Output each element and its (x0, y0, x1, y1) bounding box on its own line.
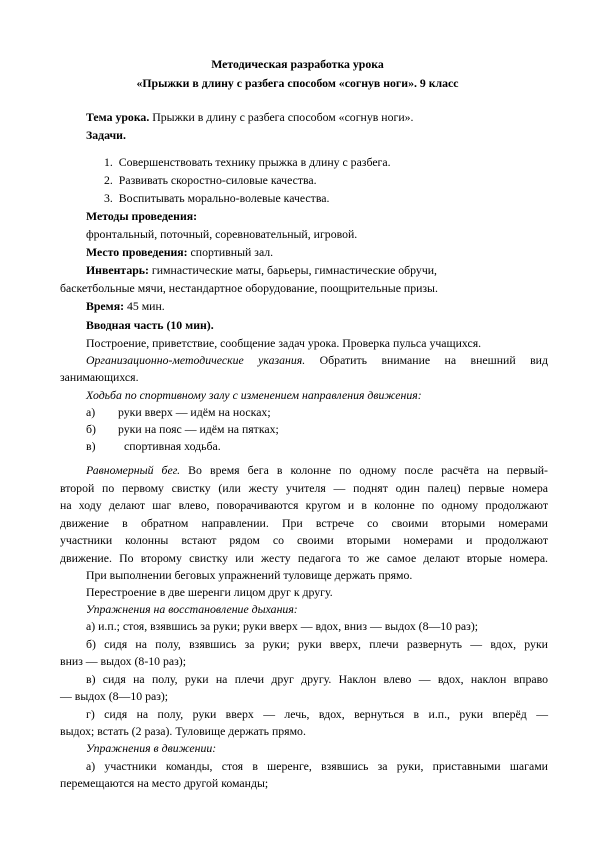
breath-item-b-cont: вниз — выдох (8-10 раз); (60, 654, 187, 668)
inventory-label: Инвентарь: (86, 263, 149, 277)
intro-label: Вводная часть (10 мин). (86, 318, 214, 332)
doc-title-line1: Методическая разработка урока (211, 57, 384, 71)
walk-item (86, 404, 271, 420)
move-item-a-cont: перемещаются на место другой команды; (60, 776, 269, 790)
intro-text: Построение, приветствие, сообщение задач урока. Проверка пульса учащихся. (86, 336, 482, 350)
place-line (86, 244, 273, 260)
org-text: Обратить внимание на внешний вид (305, 353, 548, 367)
time-line (86, 298, 165, 314)
walk-mark: б) (86, 422, 96, 436)
topic-text: Прыжки в длину с разбега способом «согнув ноги». (149, 110, 414, 124)
inventory-text-cont: баскетбольные мячи, нестандартное оборудование, поощрительные призы. (60, 281, 438, 295)
task-text: Совершенствовать технику прыжка в длину с разбега. (118, 155, 391, 169)
walk-mark: в) (86, 439, 96, 453)
walk-text: руки на пояс — идём на пятках; (118, 422, 279, 436)
breath-item-d: г) сидя на полу, руки вверх — лечь, вдох, вернуться в и.п., руки вперёд — (86, 707, 548, 721)
task-number: 1. (104, 155, 113, 169)
org-label: Организационно-методические указания. (86, 353, 306, 367)
walk-mark: а) (86, 405, 96, 419)
walk-text: спортивная ходьба. (124, 439, 221, 453)
topic-line (86, 109, 413, 125)
task-number: 2. (104, 173, 113, 187)
breath-item-c-cont: — выдох (8—10 раз); (60, 689, 169, 703)
walk-text: руки вверх — идём на носках; (118, 405, 271, 419)
run-text: Во время бега в колонне по одному после расчёта на первый- (180, 463, 548, 477)
move-item-a: а) участники команды, стоя в шеренге, взявшись за руки, приставными шагами (86, 759, 548, 773)
topic-label: Тема урока. (86, 110, 150, 124)
run-label: Равномерный бег. (86, 463, 181, 477)
run-text-line: движение. По второму свистку или жесту педагога то же самое делают вторые номера. (60, 551, 548, 565)
methods-label: Методы проведения: (86, 209, 198, 223)
run-note: При выполнении беговых упражнений туловище держать прямо. (86, 568, 413, 582)
breath-item-c: в) сидя на полу, руки на плечи друг другу. Наклон влево — вдох, наклон вправо (86, 672, 548, 686)
task-number: 3. (104, 191, 113, 205)
org-line (86, 352, 548, 368)
task-text: Воспитывать морально-волевые качества. (118, 191, 330, 205)
walk-item (86, 421, 279, 437)
breath-item-b: б) сидя на полу, взявшись за руки; руки вверх, плечи развернуть — вдох, руки (86, 637, 548, 651)
run-text-line: участники колонны встают рядом со своими вторыми номерами и продолжают (60, 533, 548, 547)
walk-heading: Ходьба по спортивному залу с изменением направления движения: (86, 388, 422, 402)
place-label: Место проведения: (86, 245, 188, 259)
tasks-label: Задачи. (86, 128, 126, 142)
task-item (104, 190, 329, 206)
time-text: 45 мин. (124, 299, 165, 313)
inventory-line (86, 262, 437, 278)
task-text: Развивать скоростно-силовые качества. (118, 173, 317, 187)
breath-item-d-cont: выдох; встать (2 раза). Туловище держать прямо. (60, 724, 306, 738)
methods-text: фронтальный, поточный, соревновательный, игровой. (86, 227, 358, 241)
org-text-cont: занимающихся. (60, 370, 139, 384)
breath-heading: Упражнения на восстановление дыхания: (86, 602, 298, 616)
rebuild-text: Перестроение в две шеренги лицом друг к другу. (86, 585, 333, 599)
run-text-line: движение в обратном направлении. При встрече со своими вторыми номерами (60, 516, 548, 530)
inventory-text: гимнастические маты, барьеры, гимнастические обручи, (148, 263, 438, 277)
time-label: Время: (86, 299, 125, 313)
run-line (86, 462, 548, 478)
breath-item-a: а) и.п.; стоя, взявшись за руки; руки вверх — вдох, вниз — выдох (8—10 раз); (86, 619, 479, 633)
task-item (104, 172, 317, 188)
walk-item (86, 438, 221, 454)
run-text-line: второй по первому свистку (или жесту учителя — поднят один палец) первые номера (60, 481, 548, 495)
doc-title-line2: «Прыжки в длину с разбега способом «согнув ноги». 9 класс (136, 76, 459, 90)
place-text: спортивный зал. (187, 245, 274, 259)
task-item (104, 154, 391, 170)
move-heading: Упражнения в движении: (86, 741, 217, 755)
run-text-line: на ходу делают шаг влево, поворачиваются кругом и в колонне по одному продолжают (60, 498, 548, 512)
